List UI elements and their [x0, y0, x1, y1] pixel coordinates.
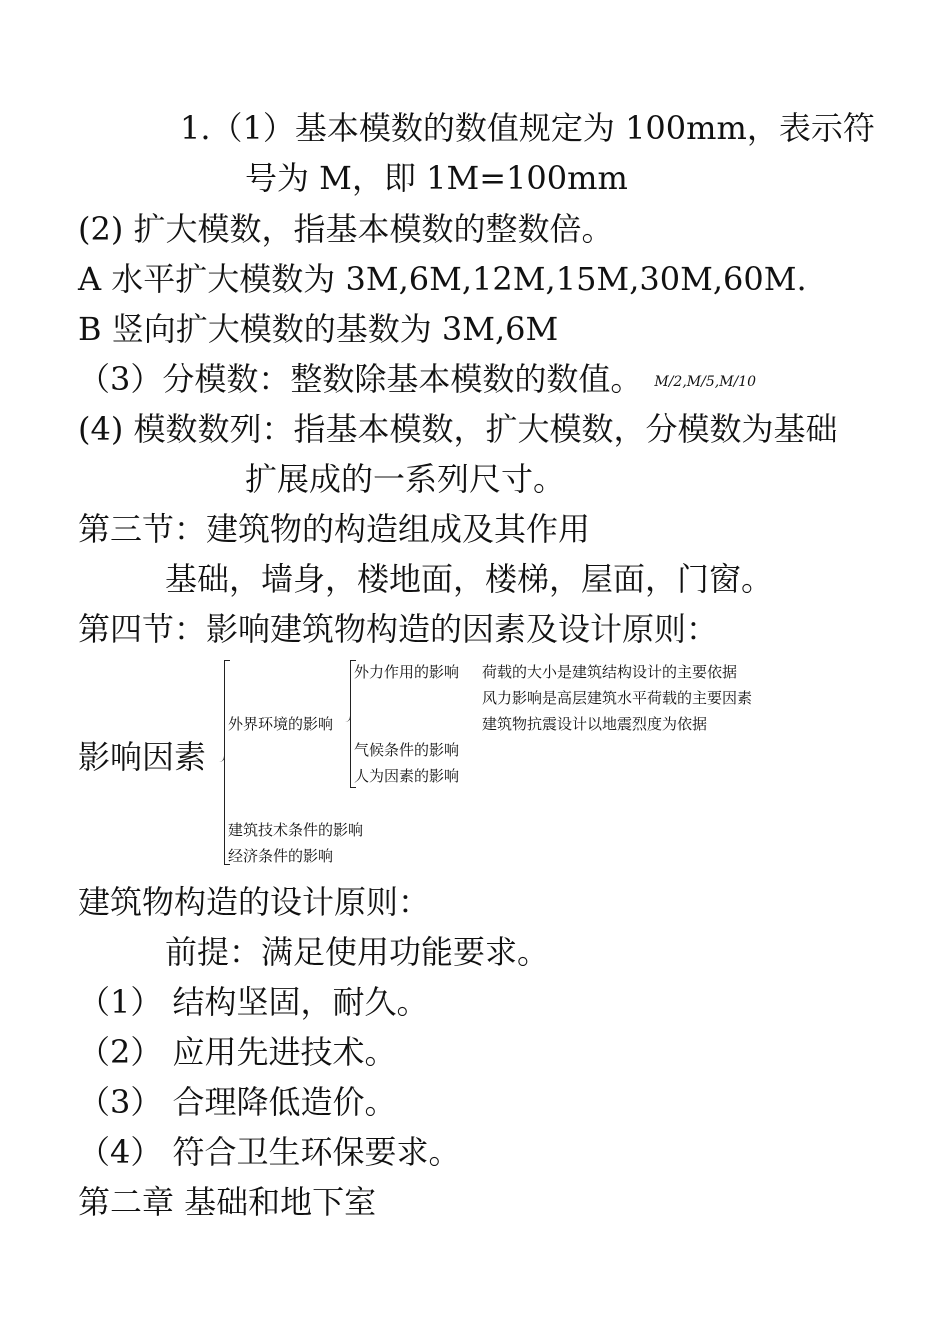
section-four-heading: 第四节：影响建筑物构造的因素及设计原则： [78, 610, 719, 648]
para-module-series-cont: 扩展成的一系列尺寸。 [245, 460, 566, 498]
principle-4: （4） 符合卫生环保要求。 [78, 1133, 461, 1171]
env-force: 外力作用的影响 [354, 663, 460, 681]
force-item-3: 建筑物抗震设计以地震烈度为依据 [482, 715, 708, 733]
force-item-1: 荷载的大小是建筑结构设计的主要依据 [482, 663, 738, 681]
env-climate: 气候条件的影响 [354, 741, 460, 759]
sub-module-text: （3）分模数：整数除基本模数的数值。 [78, 360, 643, 398]
env-brace [350, 660, 351, 788]
principle-3: （3） 合理降低造价。 [78, 1083, 397, 1121]
branch-environment: 外界环境的影响 [228, 715, 334, 733]
para-module-series: (4) 模数数列：指基本模数，扩大模数，分模数为基础 [78, 410, 838, 448]
para-horizontal-module: A 水平扩大模数为 3M,6M,12M,15M,30M,60M. [78, 260, 807, 298]
para-sub-module [78, 359, 756, 402]
section-three-heading: 第三节：建筑物的构造组成及其作用 [78, 510, 591, 548]
diagram-root-label: 影响因素 [78, 738, 207, 776]
root-brace [224, 660, 225, 865]
branch-technology: 建筑技术条件的影响 [228, 821, 364, 839]
sub-module-formula: M/2,M/5,M/10 [654, 373, 757, 390]
env-human: 人为因素的影响 [354, 767, 460, 785]
force-item-2: 风力影响是高层建筑水平荷载的主要因素 [482, 689, 753, 707]
principle-2: （2） 应用先进技术。 [78, 1033, 397, 1071]
para-basic-module-cont: 号为 M，即 1M=100mm [245, 159, 628, 197]
principles-premise: 前提：满足使用功能要求。 [165, 933, 550, 971]
branch-economy: 经济条件的影响 [228, 847, 334, 865]
para-basic-module: 1.（1）基本模数的数值规定为 100mm，表示符 [180, 109, 875, 147]
para-vertical-module: B 竖向扩大模数的基数为 3M,6M [78, 310, 559, 348]
principles-title: 建筑物构造的设计原则： [78, 883, 431, 921]
chapter-two-heading: 第二章 基础和地下室 [78, 1183, 377, 1221]
principle-1: （1） 结构坚固，耐久。 [78, 983, 429, 1021]
section-three-content: 基础，墙身，楼地面，楼梯，屋面，门窗。 [165, 560, 774, 598]
para-extended-module: (2) 扩大模数，指基本模数的整数倍。 [78, 210, 614, 248]
